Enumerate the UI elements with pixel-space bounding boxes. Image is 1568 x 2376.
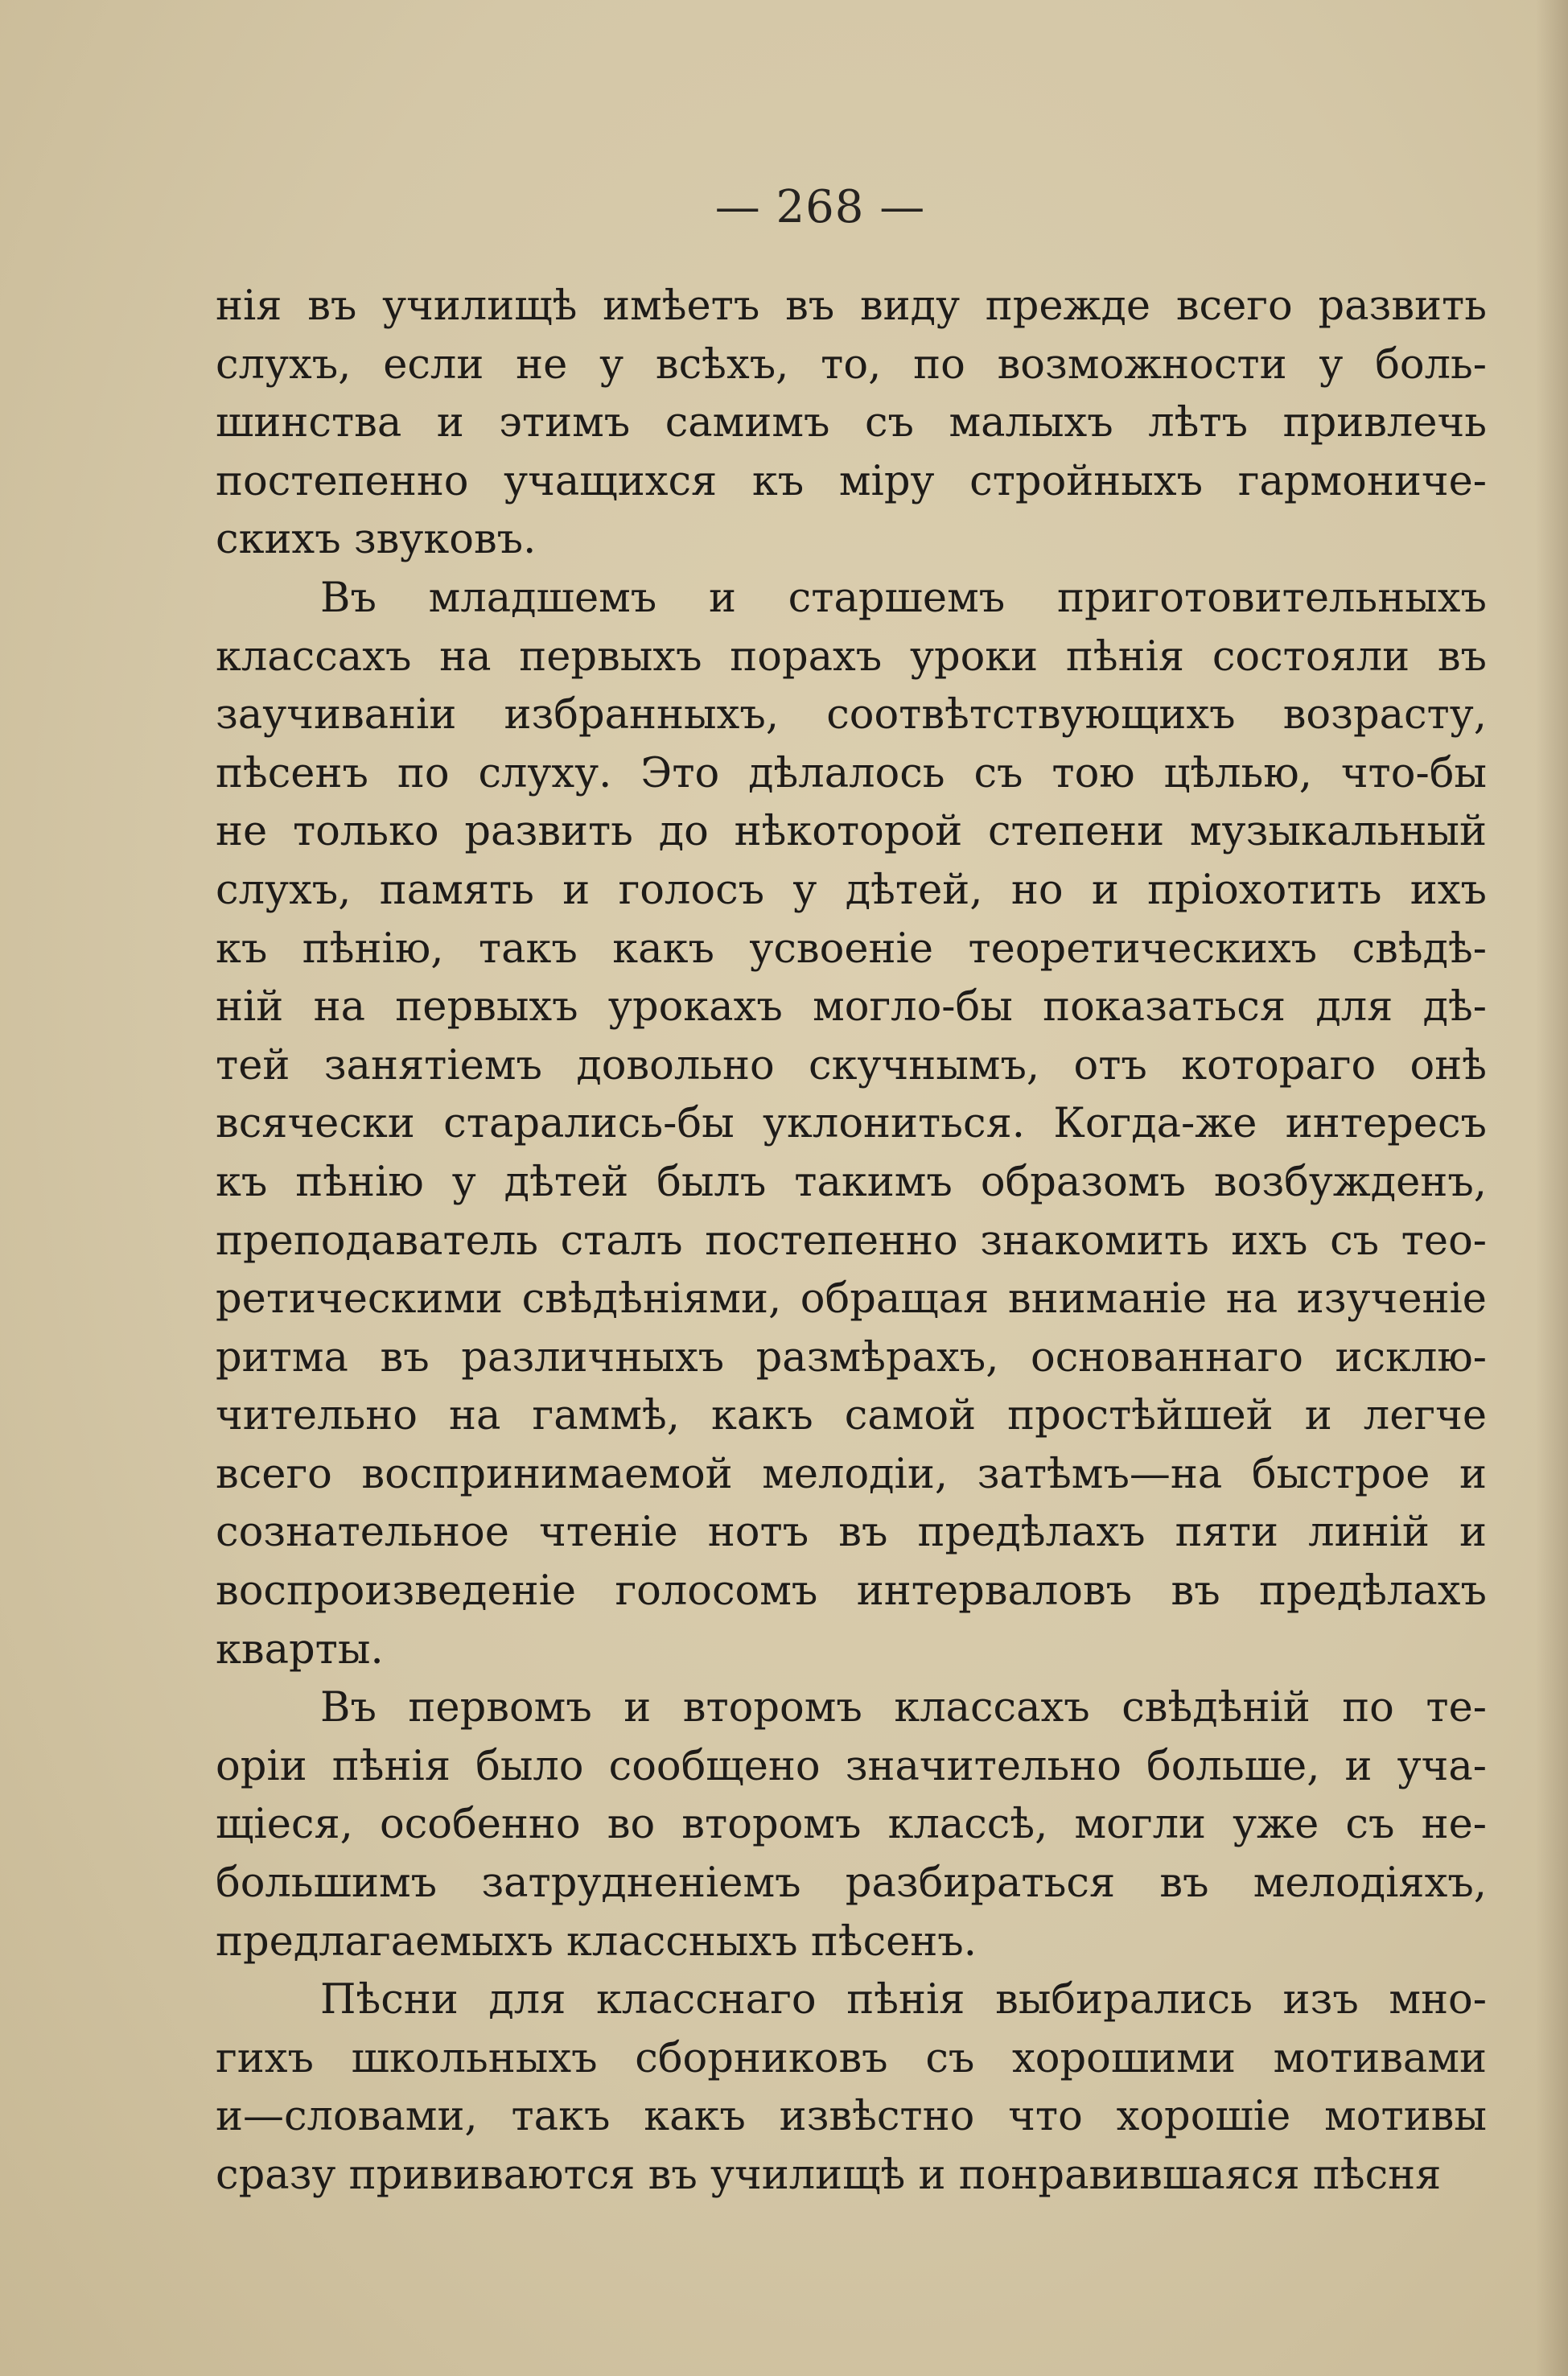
- text-line: предлагаемыхъ классныхъ пѣсенъ.: [216, 1917, 977, 1966]
- text-line: воспроизведеніе голосомъ интерваловъ въ предѣлахъ: [216, 1567, 1487, 1616]
- text-line: къ пѣнію у дѣтей былъ такимъ образомъ возбужденъ,: [216, 1158, 1487, 1206]
- text-line: ретическими свѣдѣніями, обращая вниманіе на изученіе: [216, 1275, 1487, 1324]
- text-line: слухъ, если не у всѣхъ, то, по возможности у боль-: [216, 340, 1487, 389]
- text-line: преподаватель сталъ постепенно знакомить ихъ съ тео-: [216, 1217, 1487, 1265]
- text-line: заучиваніи избранныхъ, соотвѣтствующихъ возрасту,: [216, 691, 1487, 739]
- page-number: — 268 —: [714, 181, 926, 233]
- paragraph: [216, 1971, 1487, 2205]
- text-line: Въ младшемъ и старшемъ приготовительныхъ: [320, 574, 1487, 622]
- text-line: къ пѣнію, такъ какъ усвоеніе теоретическихъ свѣдѣ-: [216, 924, 1487, 973]
- text-line: постепенно учащихся къ міру стройныхъ гармониче-: [216, 457, 1487, 505]
- text-line: Пѣсни для класснаго пѣнія выбирались изъ мно-: [320, 1976, 1487, 2024]
- text-line: чительно на гаммѣ, какъ самой простѣйшей и легче: [216, 1392, 1487, 1440]
- body-text: [216, 278, 1487, 2205]
- text-line: классахъ на первыхъ порахъ уроки пѣнія состояли въ: [216, 632, 1487, 681]
- text-line: кварты.: [216, 1625, 384, 1674]
- text-line: сразу прививаются въ училищѣ и понравившаяся пѣсня: [216, 2152, 1442, 2199]
- text-line: пѣсенъ по слуху. Это дѣлалось съ тою цѣлью, что-бы: [216, 749, 1487, 797]
- text-line: ній на первыхъ урокахъ могло-бы показаться для дѣ-: [216, 983, 1487, 1032]
- page-edge-shadow: [1536, 0, 1568, 2376]
- paragraph: [216, 1679, 1487, 1971]
- text-line: гихъ школьныхъ сборниковъ съ хорошими мотивами: [216, 2034, 1487, 2082]
- text-line: Въ первомъ и второмъ классахъ свѣдѣній по те-: [320, 1684, 1487, 1732]
- text-line: оріи пѣнія было сообщено значительно больше, и уча-: [216, 1742, 1487, 1790]
- text-line: и—словами, такъ какъ извѣстно что хорошіе мотивы: [216, 2093, 1487, 2141]
- text-line: всячески старались-бы уклониться. Когда-же интересъ: [216, 1100, 1487, 1148]
- text-line: шинства и этимъ самимъ съ малыхъ лѣтъ привлечь: [216, 399, 1487, 447]
- text-line: большимъ затрудненіемъ разбираться въ мелодіяхъ,: [216, 1859, 1487, 1908]
- text-line: не только развить до нѣкоторой степени музыкальный: [216, 808, 1487, 856]
- text-line: щіеся, особенно во второмъ классѣ, могли уже съ не-: [216, 1801, 1487, 1849]
- paragraph: [216, 570, 1487, 1679]
- text-line: всего воспринимаемой мелодіи, затѣмъ—на быстрое и: [216, 1450, 1487, 1498]
- text-line: нія въ училищѣ имѣетъ въ виду прежде всего развить: [216, 282, 1487, 330]
- text-line: сознательное чтеніе нотъ въ предѣлахъ пяти линій и: [216, 1509, 1487, 1557]
- paragraph: [216, 278, 1487, 570]
- text-line: ритма въ различныхъ размѣрахъ, основаннаго исклю-: [216, 1333, 1487, 1382]
- text-line: тей занятіемъ довольно скучнымъ, отъ котораго онѣ: [216, 1041, 1487, 1089]
- text-line: слухъ, память и голосъ у дѣтей, но и пріохотить ихъ: [216, 866, 1487, 914]
- text-line: скихъ звуковъ.: [216, 516, 537, 564]
